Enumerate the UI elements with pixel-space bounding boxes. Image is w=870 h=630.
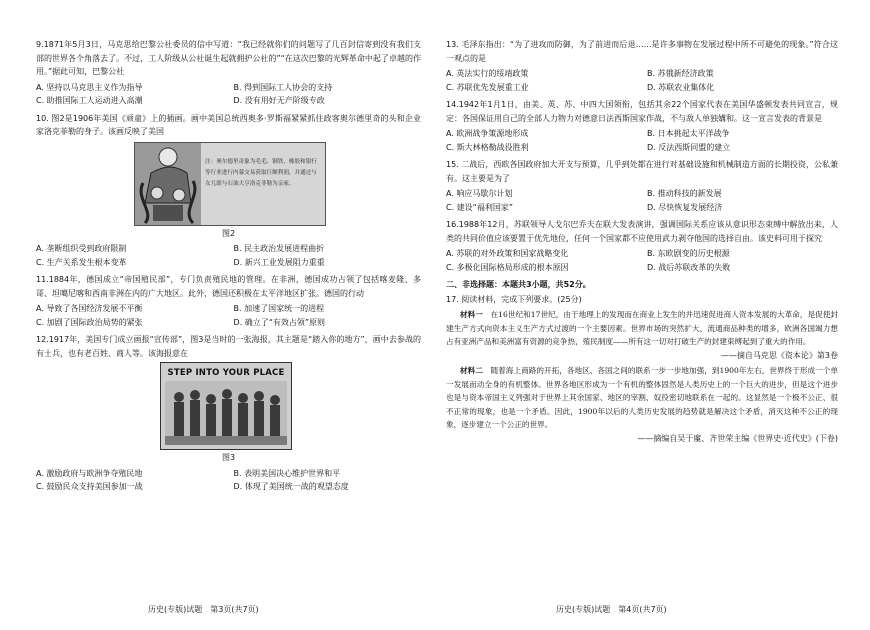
question-16-options (446, 247, 838, 274)
question-11-options (36, 302, 421, 329)
option-d: D. 战后苏联改革的失败 (647, 262, 731, 272)
option-a: A. 苏联的对外政策和国家战略变化 (446, 249, 569, 258)
option-d: D. 体现了美国统一战的观望态度 (233, 482, 349, 491)
option-a: A. 垄断组织受到政府限制 (36, 244, 127, 253)
option-b: B. 得到国际工人协会的支持 (233, 82, 333, 92)
question-15-stem: 15. 二战后，西欧各国政府加大开支与预算，几乎到处都在进行对基础设施和机械制造方面的长期投资，公私兼有。这主要是为了 (446, 160, 838, 183)
option-a: A. 响应马歇尔计划 (446, 189, 513, 198)
cartoon-illustration (135, 143, 201, 225)
option-b: B. 民主政治发展进程曲折 (233, 244, 325, 253)
option-d: D. 尽快恢复发展经济 (647, 202, 723, 212)
material-1-citation: ——摘自马克思《资本论》第3卷 (720, 350, 838, 360)
option-c: C. 加剧了国际政治局势的紧张 (36, 317, 143, 327)
option-c: C. 助推国际工人运动进入高潮 (36, 96, 143, 105)
material-2-label: 材料二 (460, 366, 483, 375)
option-a: A. 欧洲战争策源地形成 (446, 129, 529, 138)
question-11 (36, 273, 421, 329)
cartoon-image (135, 143, 201, 225)
option-b: B. 表明美国决心维护世界和平 (233, 468, 341, 478)
question-10 (36, 112, 421, 270)
option-d: D. 确立了“有效占领”原则 (233, 317, 326, 327)
option-b: B. 推动科技的新发展 (647, 189, 722, 198)
question-9-stem: 9.1871年5月3日，马克思给巴黎公社委员的信中写道：“我已经就你们的问题写了几百封信寄到没有我们支部的世界各个角落去了。不过，工人阶级从公社诞生起就拥护公社的”“在这次巴黎的光辉革命中起了卓越的作用。”据此可知，巴黎公社 (36, 40, 421, 76)
page-footer-right: 历史(专版)试题 第4页(共7页) (556, 605, 667, 614)
question-12-options (36, 467, 421, 494)
question-10-stem: 10. 图2是1906年美国《顽童》上的插画。画中美国总统西奥多·罗斯福紧紧抓住政客奥尔德里奇的头和企业家洛克菲勒的身子。该画反映了美国 (36, 113, 421, 136)
question-11-stem: 11.1884年，德国成立“帝国殖民部”，专门负责殖民地的管理。在非洲，德国成功占领了包括喀麦隆、多哥、坦噶尼喀和西南非洲在内的广大地区。此外，德国还积极在太平洋地区扩张。德国的行动 (36, 275, 421, 298)
option-c: C. 苏联优先发展重工业 (446, 82, 529, 92)
question-13-stem: 13. 毛泽东指出：“为了进攻而防御，为了前进而后退……是许多事物在发展过程中所不可避免的现象。”符合这一观点的是 (446, 40, 838, 63)
question-10-options (36, 242, 421, 269)
material-1 (446, 308, 838, 349)
option-c: C. 斯大林格勒战役胜利 (446, 142, 529, 152)
question-14-options (446, 127, 838, 154)
option-d: D. 没有用好无产阶级专政 (233, 96, 325, 105)
poster-figure (160, 362, 292, 450)
question-12 (36, 333, 421, 494)
question-16-stem: 16.1988年12月，苏联领导人戈尔巴乔夫在联大发表演讲，强调国际关系应该从意识形态束缚中解放出来，人类的共同价值应该要置于优先地位，任何一个国家都不应使用武力剥夺他国的选择自由。该史料可用于探究 (446, 220, 838, 243)
question-13-options (446, 67, 838, 94)
question-16 (446, 218, 838, 274)
option-c: C. 生产关系发生根本变革 (36, 257, 127, 267)
poster-title: STEP INTO YOUR PLACE (167, 368, 285, 378)
option-a: A. 英法实行的绥靖政策 (446, 69, 529, 78)
poster-crowd-image (165, 381, 287, 445)
question-17-stem: 17. 阅读材料，完成下列要求。(25分) (446, 294, 582, 304)
option-a: A. 激励政府与欧洲争夺殖民地 (36, 468, 143, 478)
question-14-stem: 14.1942年1月1日，由美、英、苏、中四大国领衔，包括其余22个国家代表在美国华盛顿发表共同宣言，规定：各国保证用自己的全部人力物力对德意日法西斯国家作战，不与敌人单独媾和。这一宣言发表的背景是 (446, 100, 838, 123)
option-b: B. 加速了国家统一的进程 (233, 304, 325, 313)
option-b: B. 苏俄新经济政策 (647, 69, 714, 78)
option-c: C. 多极化国际格局形成的根本原因 (446, 262, 569, 272)
material-2-citation: ——摘编自吴于廑、齐世荣主编《世界史·近代史》(下卷) (637, 433, 838, 443)
question-15-options (446, 187, 838, 214)
question-12-stem: 12.1917年，美国专门成立画报“宣传部”，图3是当时的一张海报，其主题是“踏入你的地方”，画中去参战的有士兵，也有老百姓、商人等。该海报意在 (36, 335, 421, 358)
cartoon-note: 注：奥尔德里奇象为毛毛、钢铁、橡胶和银行等行业进行内幕交易获取巨额利润，并通过与女儿联与石油大亨洛克菲勒为亲家。 (205, 158, 317, 187)
question-17 (446, 293, 838, 446)
cartoon-figure (134, 142, 326, 226)
figure-2-caption: 图2 (221, 228, 236, 238)
question-9-options (36, 81, 421, 108)
option-d: D. 新兴工业发展阻力重重 (233, 257, 325, 267)
question-15 (446, 158, 838, 214)
option-a: A. 坚持以马克思主义作为指导 (36, 82, 143, 92)
option-b: B. 东欧剧变的历史根源 (647, 249, 730, 258)
question-14 (446, 98, 838, 154)
option-d: D. 反法西斯同盟的建立 (647, 142, 731, 152)
material-1-text: 在16世纪和17世纪，由于地理上的发现而在商业上发生的并迅速促进商人资本发展的大革命，是促使封建生产方式向资本主义生产方式过渡的一个主要因素。世界市场的突然扩大，流通商品种类的增多，欧洲各国竭力想占有亚洲产品和美洲富有资源的竞争热，殖民制度——所有这一切对打破生产的封建束缚起到了重大的作用。 (446, 310, 839, 346)
option-a: A. 导致了各国经济发展不平衡 (36, 304, 143, 313)
option-c: C. 建设“福利国家” (446, 202, 513, 212)
left-page (36, 38, 421, 498)
right-page (446, 38, 838, 447)
section-heading: 二、非选择题：本题共3小题，共52分。 (446, 280, 591, 289)
option-b: B. 日本挑起太平洋战争 (647, 129, 730, 138)
material-2 (446, 364, 838, 432)
material-1-label: 材料一 (460, 310, 483, 319)
material-2-text: 随着海上商路的开拓，各地区、各国之间的联系一步一步地加强，到1900年左右，世界终于形成一个单一发展而动全身的有机整体。世界各地区形成为一个有机的整体固然是人类历史上的一个巨大的进步，但是这个进步也是与资本帝国主义列强对于世界上其余国家、地区的宰割、奴役密切地联系在一起的。这显然是一个极不公正、很不正常的现象，也是一个矛盾。因此，1900年以后的人类历史发展的趋势就是解决这个矛盾，消灭这种不公正的现象，逐步建立一个公正的世界。 (446, 366, 839, 429)
question-13 (446, 38, 838, 94)
figure-3-caption: 图3 (221, 453, 236, 462)
question-9 (36, 38, 421, 108)
page-footer-left: 历史(专版)试题 第3页(共7页) (148, 605, 259, 614)
option-c: C. 鼓励民众支持美国参加一战 (36, 482, 143, 491)
option-d: D. 苏联农业集体化 (647, 82, 715, 92)
